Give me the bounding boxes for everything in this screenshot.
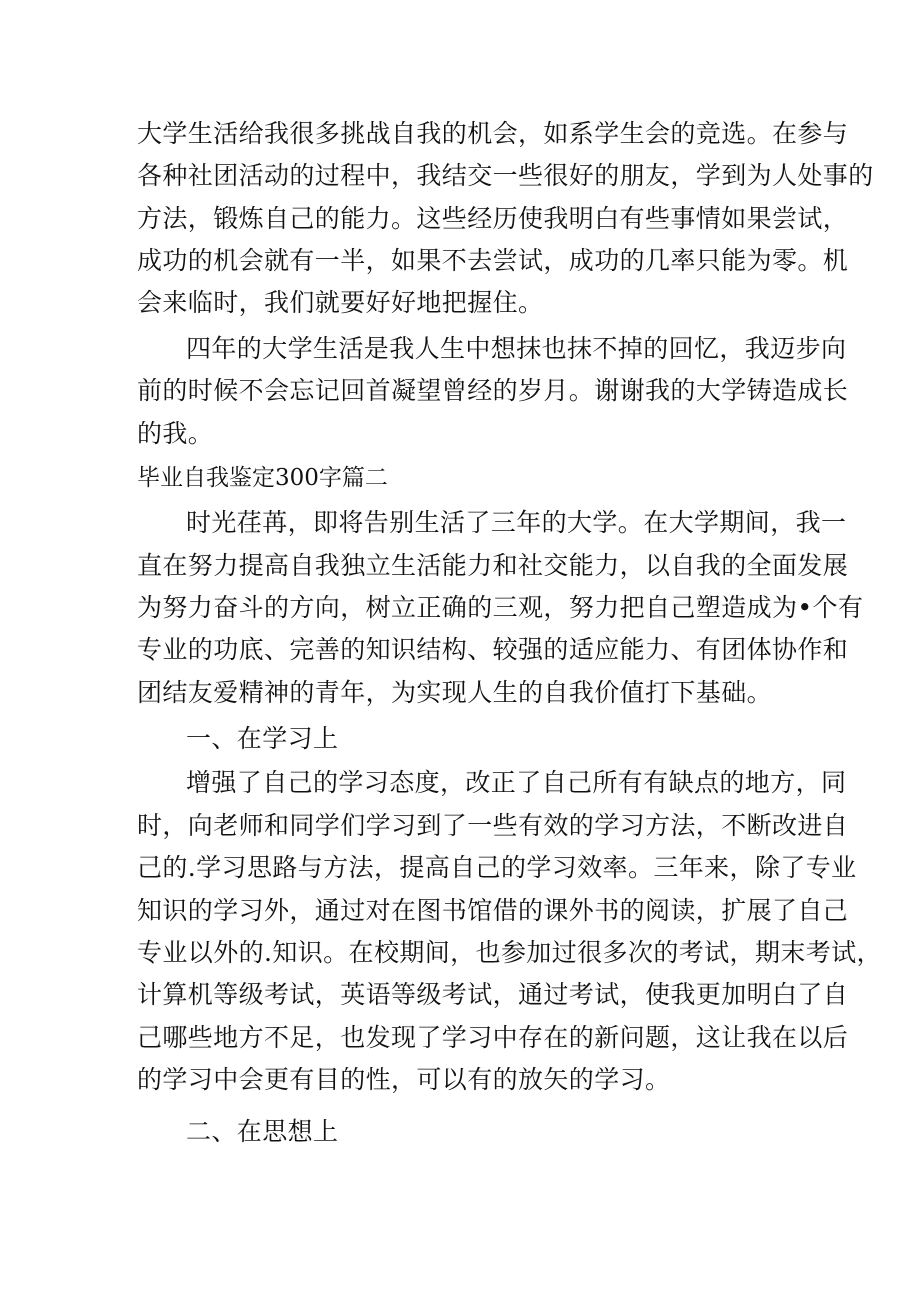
paragraph-line: 大学生活给我很多挑战自我的机会，如系学生会的竞选。在参与 [137, 119, 849, 148]
paragraph-line: 增强了自己的学习态度，改正了自己所有有缺点的地方，同 [186, 768, 847, 797]
paragraph-line: 的我。 [137, 419, 214, 448]
paragraph-line: 为努力奋斗的方向，树立正确的三观，努力把自己塑造成为•个有 [137, 593, 864, 622]
paragraph-line: 前的时候不会忘记回首凝望曾经的岁月。谢谢我的大学铸造成长 [137, 376, 849, 405]
paragraph-line: 会来临时，我们就要好好地把握住。 [137, 288, 544, 317]
paragraph-line: 己哪些地方不足，也发现了学习中存在的新问题，这让我在以后 [137, 1023, 849, 1052]
paragraph-line: 计算机等级考试，英语等级考试，通过考试，使我更加明白了自 [137, 980, 849, 1009]
paragraph-line: 时，向老师和同学们学习到了一些有效的学习方法，不断改进自 [137, 811, 849, 840]
paragraph-line: 团结友爱精神的青年，为实现人生的自我价值打下基础。 [137, 678, 773, 707]
paragraph-line: 四年的大学生活是我人生中想抹也抹不掉的回忆，我迈步向 [186, 334, 847, 363]
subheading: 二、在思想上 [186, 1117, 339, 1146]
paragraph-line: 时光荏苒，即将告别生活了三年的大学。在大学期间，我一 [186, 508, 847, 537]
paragraph-line: 知识的学习外，通过对在图书馆借的课外书的阅读，扩展了自己 [137, 896, 849, 925]
paragraph-line: 己的.学习思路与方法，提高自己的学习效率。三年来，除了专业 [137, 853, 857, 882]
paragraph-line: 方法，锻炼自己的能力。这些经历使我明白有些事情如果尝试， [137, 204, 849, 233]
paragraph-line: 各种社团活动的过程中，我结交一些很好的朋友，学到为人处事的 [137, 161, 874, 190]
paragraph-line: 的学习中会更有目的性，可以有的放矢的学习。 [137, 1065, 671, 1094]
paragraph-line: 专业以外的.知识。在校期间，也参加过很多次的考试，期末考试， [137, 938, 882, 967]
paragraph-line: 直在努力提高自我独立生活能力和社交能力，以自我的全面发展 [137, 551, 849, 580]
section-title: 毕业自我鉴定300字篇二 [137, 465, 388, 491]
paragraph-line: 成功的机会就有一半，如果不去尝试，成功的几率只能为零。机 [137, 246, 849, 275]
subheading: 一、在学习上 [186, 724, 339, 753]
paragraph-line: 专业的功底、完善的知识结构、较强的适应能力、有团体协作和 [137, 635, 849, 664]
